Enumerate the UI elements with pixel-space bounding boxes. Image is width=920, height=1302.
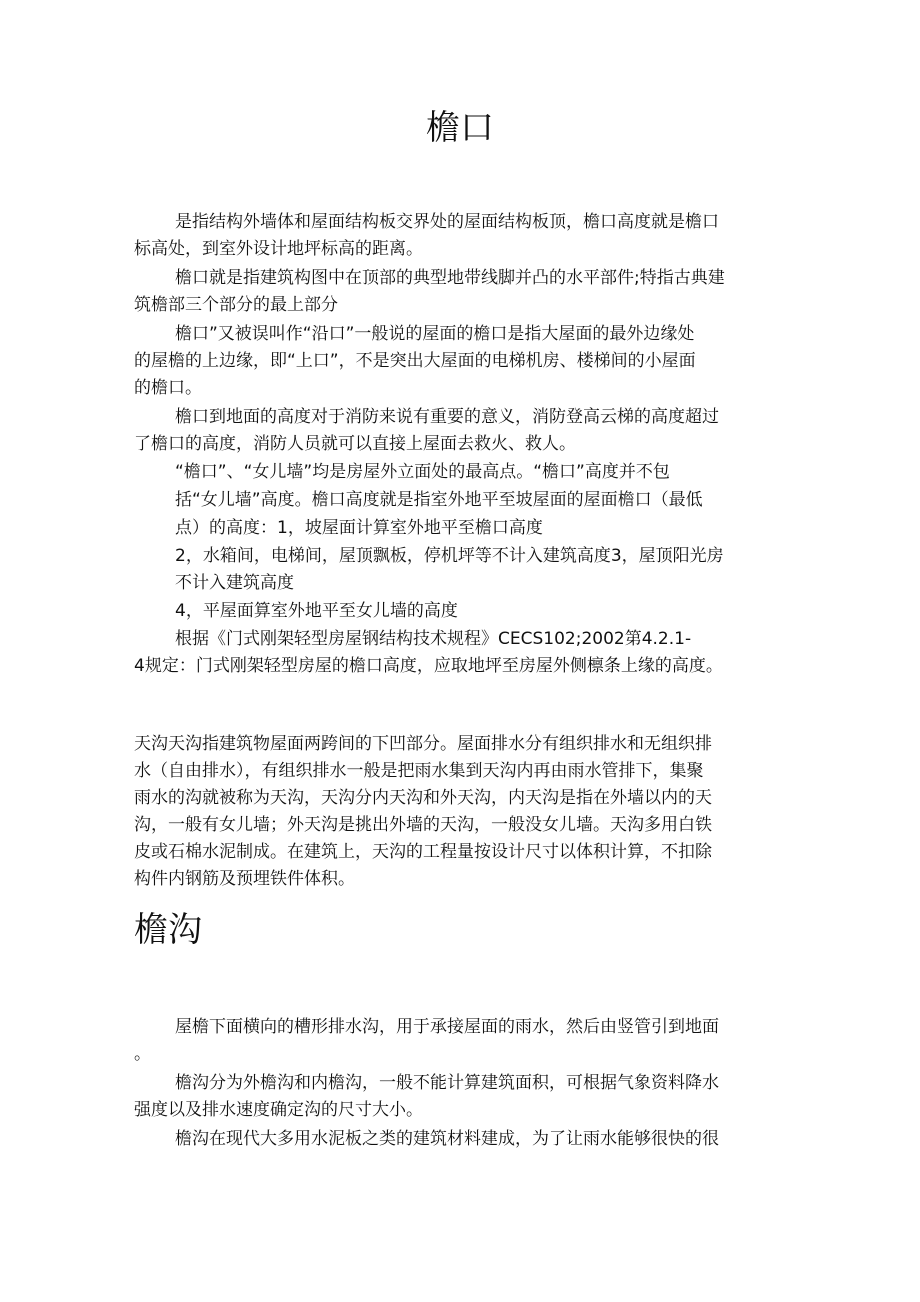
section-heading: 檐沟 [134,910,202,950]
paragraph-line: 天沟天沟指建筑物屋面两跨间的下凹部分。屋面排水分有组织排水和无组织排 [134,734,712,754]
paragraph-line: 点）的高度：1，坡屋面计算室外地平至檐口高度 [175,518,543,538]
paragraph-line: 皮或石棉水泥制成。在建筑上，天沟的工程量按设计尺寸以体积计算，不扣除 [134,842,712,862]
paragraph-line: 檐沟分为外檐沟和内檐沟，一般不能计算建筑面积，可根据气象资料降水 [175,1073,719,1093]
paragraph-line: 不计入建筑高度 [175,573,294,593]
paragraph-line: 4规定：门式刚架轻型房屋的檐口高度，应取地坪至房屋外侧檩条上缘的高度。 [134,656,723,676]
paragraph-line: 檐口到地面的高度对于消防来说有重要的意义，消防登高云梯的高度超过 [175,407,719,427]
paragraph-line: 檐口就是指建筑构图中在顶部的典型地带线脚并凸的水平部件;特指古典建 [175,268,725,288]
paragraph-line: 筑檐部三个部分的最上部分 [134,295,338,315]
paragraph-line: 。 [134,1044,151,1064]
page-title: 檐口 [426,108,494,148]
paragraph-line: 括“女儿墙”高度。檐口高度就是指室外地平至坡屋面的屋面檐口（最低 [175,490,703,510]
paragraph-line: 雨水的沟就被称为天沟，天沟分内天沟和外天沟，内天沟是指在外墙以内的天 [134,788,712,808]
paragraph-line: 是指结构外墙体和屋面结构板交界处的屋面结构板顶，檐口高度就是檐口 [175,212,719,232]
paragraph-line: 构件内钢筋及预埋铁件体积。 [134,869,355,889]
paragraph-line: 标高处，到室外设计地坪标高的距离。 [134,239,423,259]
paragraph-line: 2，水箱间，电梯间，屋顶飘板，停机坪等不计入建筑高度3，屋顶阳光房 [175,546,724,566]
paragraph-line: 屋檐下面横向的槽形排水沟，用于承接屋面的雨水，然后由竖管引到地面 [175,1017,719,1037]
paragraph-line: 的檐口。 [134,378,202,398]
paragraph-line: “檐口”、“女儿墙”均是房屋外立面处的最高点。“檐口”高度并不包 [175,462,670,482]
paragraph-line: 水（自由排水），有组织排水一般是把雨水集到天沟内再由雨水管排下，集聚 [134,761,704,781]
paragraph-line: 檐口”又被误叫作“沿口”一般说的屋面的檐口是指大屋面的最外边缘处 [175,324,695,344]
paragraph-line: 强度以及排水速度确定沟的尺寸大小。 [134,1100,423,1120]
paragraph-line: 檐沟在现代大多用水泥板之类的建筑材料建成，为了让雨水能够很快的很 [175,1129,719,1149]
paragraph-line: 根据《门式刚架轻型房屋钢结构技术规程》CECS102;2002第4.2.1- [175,629,692,649]
paragraph-line: 的屋檐的上边缘，即“上口”，不是突出大屋面的电梯机房、楼梯间的小屋面 [134,351,696,371]
paragraph-line: 了檐口的高度，消防人员就可以直接上屋面去救火、救人。 [134,434,576,454]
paragraph-line: 4，平屋面算室外地平至女儿墙的高度 [175,601,458,621]
paragraph-line: 沟，一般有女儿墙；外天沟是挑出外墙的天沟，一般没女儿墙。天沟多用白铁 [134,815,712,835]
